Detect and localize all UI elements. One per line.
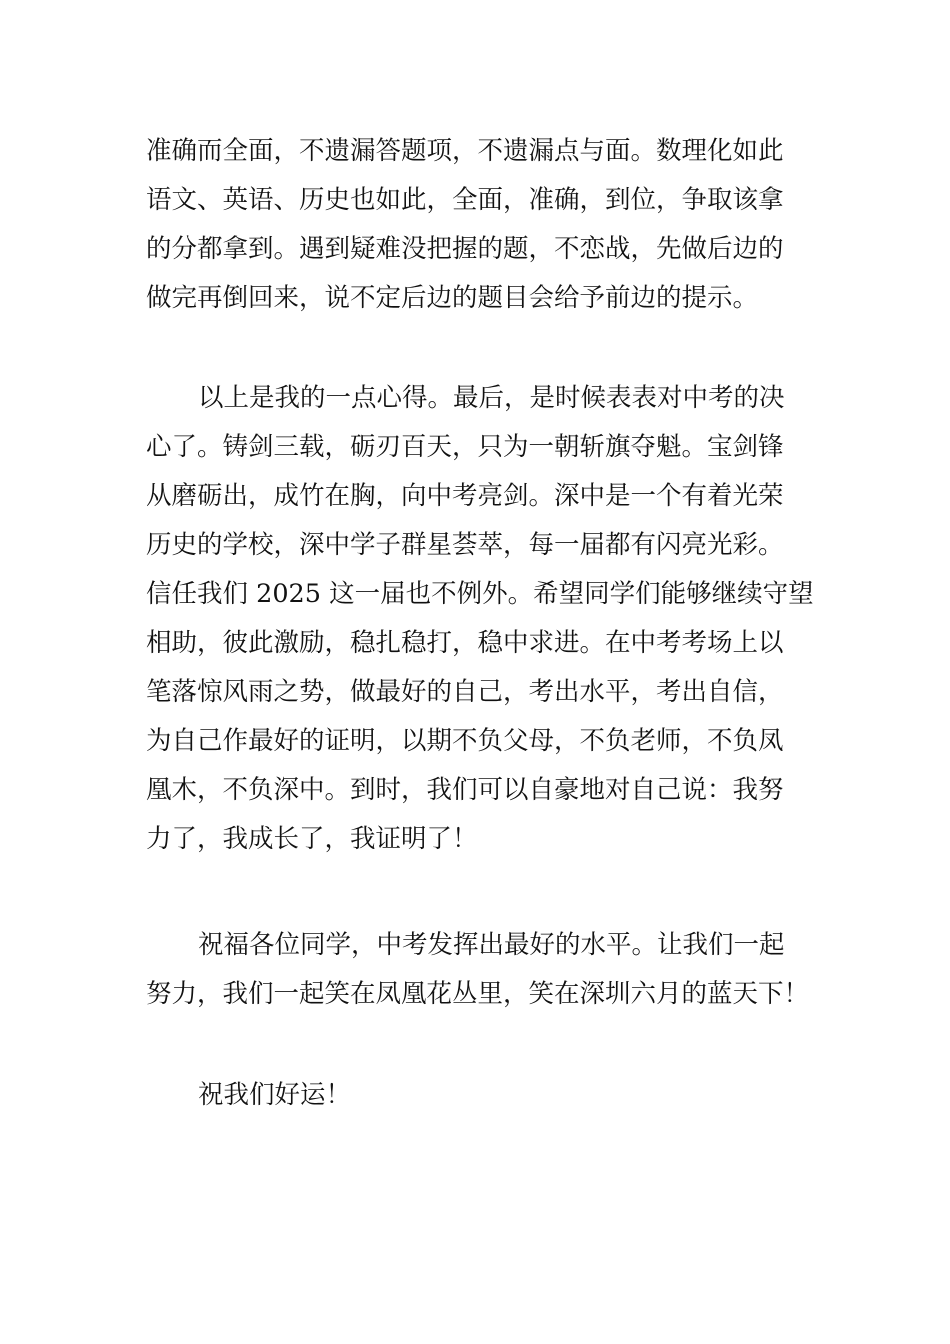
text-line: 心了。铸剑三载，砺刃百天，只为一朝斩旗夺魁。宝剑锋 (146, 432, 784, 462)
text-line: 信任我们 2025 这一届也不例外。希望同学们能够继续守望 (146, 579, 814, 609)
text-line: 相助，彼此激励，稳扎稳打，稳中求进。在中考考场上以 (146, 628, 784, 658)
text-line: 以上是我的一点心得。最后，是时候表表对中考的决 (198, 383, 785, 413)
paragraph-blessing (146, 921, 809, 1019)
text-line: 准确而全面，不遗漏答题项，不遗漏点与面。数理化如此 (146, 136, 784, 166)
text-line: 努力，我们一起笑在凤凰花丛里，笑在深圳六月的蓝天下！ (146, 979, 810, 1009)
text-line: 祝福各位同学，中考发挥出最好的水平。让我们一起 (198, 930, 785, 960)
text-line: 为自己作最好的证明，以期不负父母，不负老师，不负凤 (146, 726, 784, 756)
text-line: 从磨砺出，成竹在胸，向中考亮剑。深中是一个有着光荣 (146, 481, 784, 511)
text-line: 做完再倒回来，说不定后边的题目会给予前边的提示。 (146, 283, 759, 313)
text-line: 力了，我成长了，我证明了！ (146, 824, 478, 854)
text-line: 历史的学校，深中学子群星荟萃，每一届都有闪亮光彩。 (146, 530, 784, 560)
text-line: 的分都拿到。遇到疑难没把握的题，不恋战，先做后边的 (146, 234, 784, 264)
paragraph-good-luck (146, 1071, 351, 1120)
paragraph-exam-tips-continued (146, 127, 784, 323)
text-line: 祝我们好运！ (198, 1080, 352, 1110)
paragraph-determination (146, 374, 814, 864)
text-line: 语文、英语、历史也如此，全面，准确，到位，争取该拿 (146, 185, 784, 215)
text-line: 笔落惊风雨之势，做最好的自己，考出水平，考出自信， (146, 677, 784, 707)
text-line: 凰木，不负深中。到时，我们可以自豪地对自己说：我努 (146, 775, 784, 805)
